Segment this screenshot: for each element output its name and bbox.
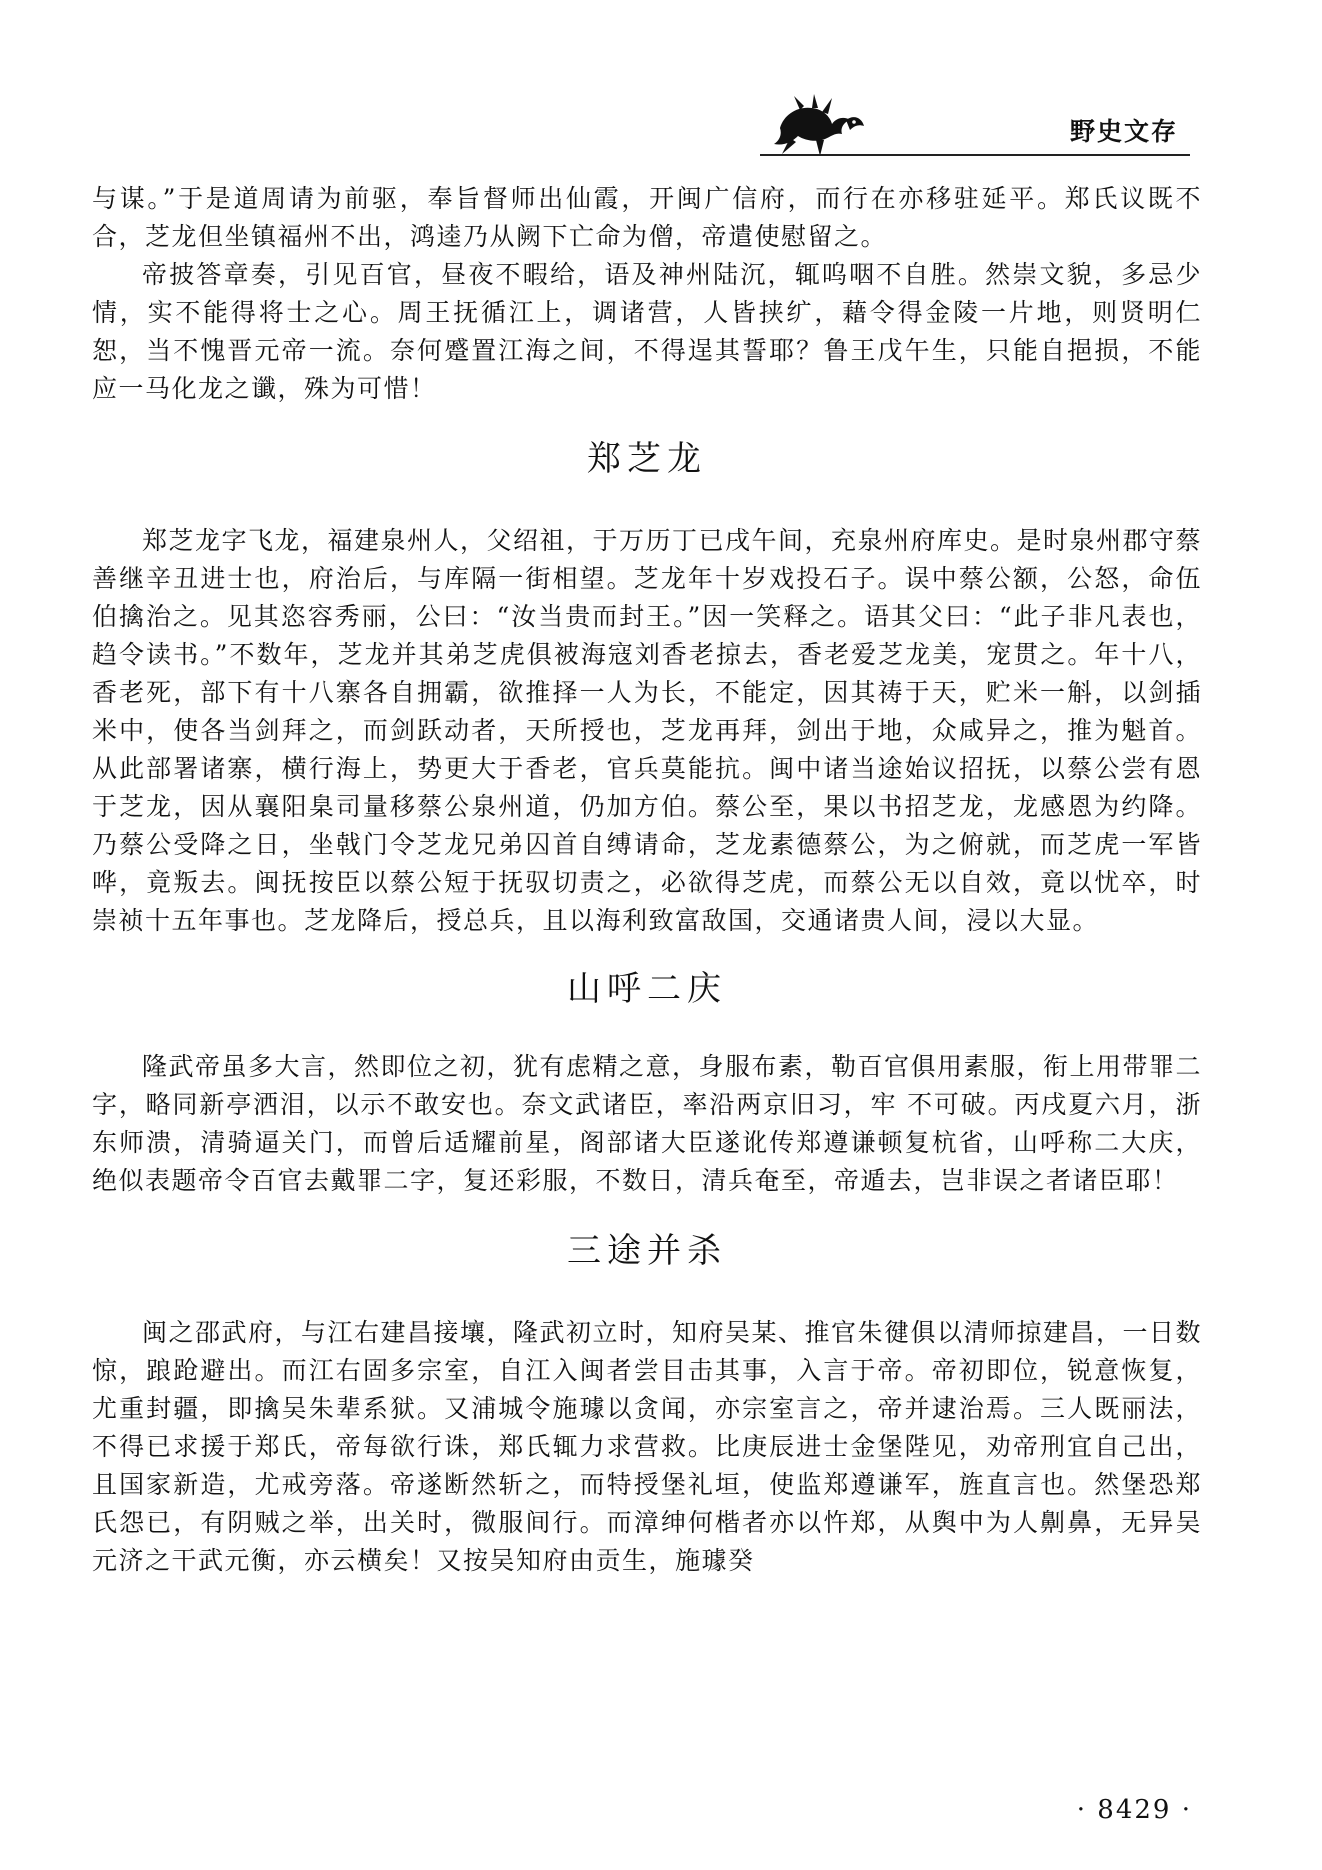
section-title: 山呼二庆 <box>567 969 727 1009</box>
dragon-icon <box>760 88 870 158</box>
paragraph: 郑芝龙字飞龙，福建泉州人，父绍祖，于万历丁已戌午间，充泉州府库史。是时泉州郡守蔡善继辛丑进士也，府治后，与库隔一街相望。芝龙年十岁戏投石子。误中蔡公额，公怒，命伍伯擒治之。见其恣容秀丽，公曰：“汝当贵而封王。”因一笑释之。语其父曰：“此子非凡表也，趋令读书。”不数年，芝龙并其弟芝虎俱被海寇刘香老掠去，香老爱芝龙美，宠贯之。年十八，香老死，部下有十八寨各自拥霸，欲推择一人为长，不能定，因其祷于天，贮米一斛，以剑插米中，使各当剑拜之，而剑跃动者，天所授也，芝龙再拜，剑出于地，众咸异之，推为魁首。从此部署诸寨，横行海上，势更大于香老，官兵莫能抗。闽中诸当途始议招抚，以蔡公尝有恩于芝龙，因从襄阳臬司量移蔡公泉州道，仍加方伯。蔡公至，果以书招芝龙，龙感恩为约降。乃蔡公受降之日，坐戟门令芝龙兄弟囚首自缚请命，芝龙素德蔡公，为之俯就，而芝虎一军皆哗，竟叛去。闽抚按臣以蔡公短于抚驭切责之，必欲得芝虎，而蔡公无以自效，竟以忧卒，时崇祯十五年事也。芝龙降后，授总兵，且以海利致富敌国，交通诸贵人间，浸以大显。 <box>92 526 1203 935</box>
page-number: · 8429 · <box>1076 1795 1192 1825</box>
paragraph: 与谋。”于是道周请为前驱，奉旨督师出仙霞，开闽广信府，而行在亦移驻延平。郑氏议既不合，芝龙但坐镇福州不出，鸿逵乃从阙下亡命为僧，帝遣使慰留之。 <box>92 184 1202 251</box>
running-header <box>760 92 1190 152</box>
section-title: 三途并杀 <box>567 1231 727 1271</box>
paragraph: 帝披答章奏，引见百官，昼夜不暇给，语及神州陆沉，辄呜咽不自胜。然崇文貌，多忌少情，实不能得将士之心。周王抚循江上，调诸营，人皆挟纩，藉令得金陵一片地，则贤明仁恕，当不愧晋元帝一流。奈何蹙置江海之间，不得逞其誓耶？鲁王戊午生，只能自挹损，不能应一马化龙之谶，殊为可惜！ <box>92 260 1202 403</box>
paragraph: 隆武帝虽多大言，然即位之初，犹有虑精之意，身服布素，勒百官俱用素服，衔上用带罪二字，略同新亭洒泪，以示不敢安也。奈文武诸臣，率沿两京旧习，牢 不可破。丙戌夏六月，浙东师溃，清骑逼关门，而曾后适耀前星，阁部诸大臣遂讹传郑遵谦顿复杭省，山呼称二大庆，绝似表题帝令百官去戴罪二字，复还彩服，不数日，清兵奄至，帝遁去，岂非误之者诸臣耶！ <box>92 1052 1203 1195</box>
section-title: 郑芝龙 <box>587 439 707 479</box>
series-title: 野史文存 <box>1069 117 1178 146</box>
header-rule <box>760 154 1190 156</box>
paragraph: 闽之邵武府，与江右建昌接壤，隆武初立时，知府吴某、推官朱徤俱以清师掠建昌，一日数惊，踉跄避出。而江右固多宗室，自江入闽者尝目击其事，入言于帝。帝初即位，锐意恢复，尤重封疆，即擒吴朱辈系狱。又浦城令施璩以贪闻，亦宗室言之，帝并逮治焉。三人既丽法，不得已求援于郑氏，帝每欲行诛，郑氏辄力求营救。比庚辰进士金堡陛见，劝帝刑宜自己出，且国家新造，尤戒旁落。帝遂断然斩之，而特授堡礼垣，使监郑遵谦军，旌直言也。然堡恐郑氏怨已，有阴贼之举，出关时，微服间行。而漳绅何楷者亦以忤郑，从舆中为人劓鼻，无异吴元济之干武元衡，亦云横矣！又按吴知府由贡生，施璩癸 <box>92 1318 1203 1575</box>
page-body <box>92 180 1202 1580</box>
